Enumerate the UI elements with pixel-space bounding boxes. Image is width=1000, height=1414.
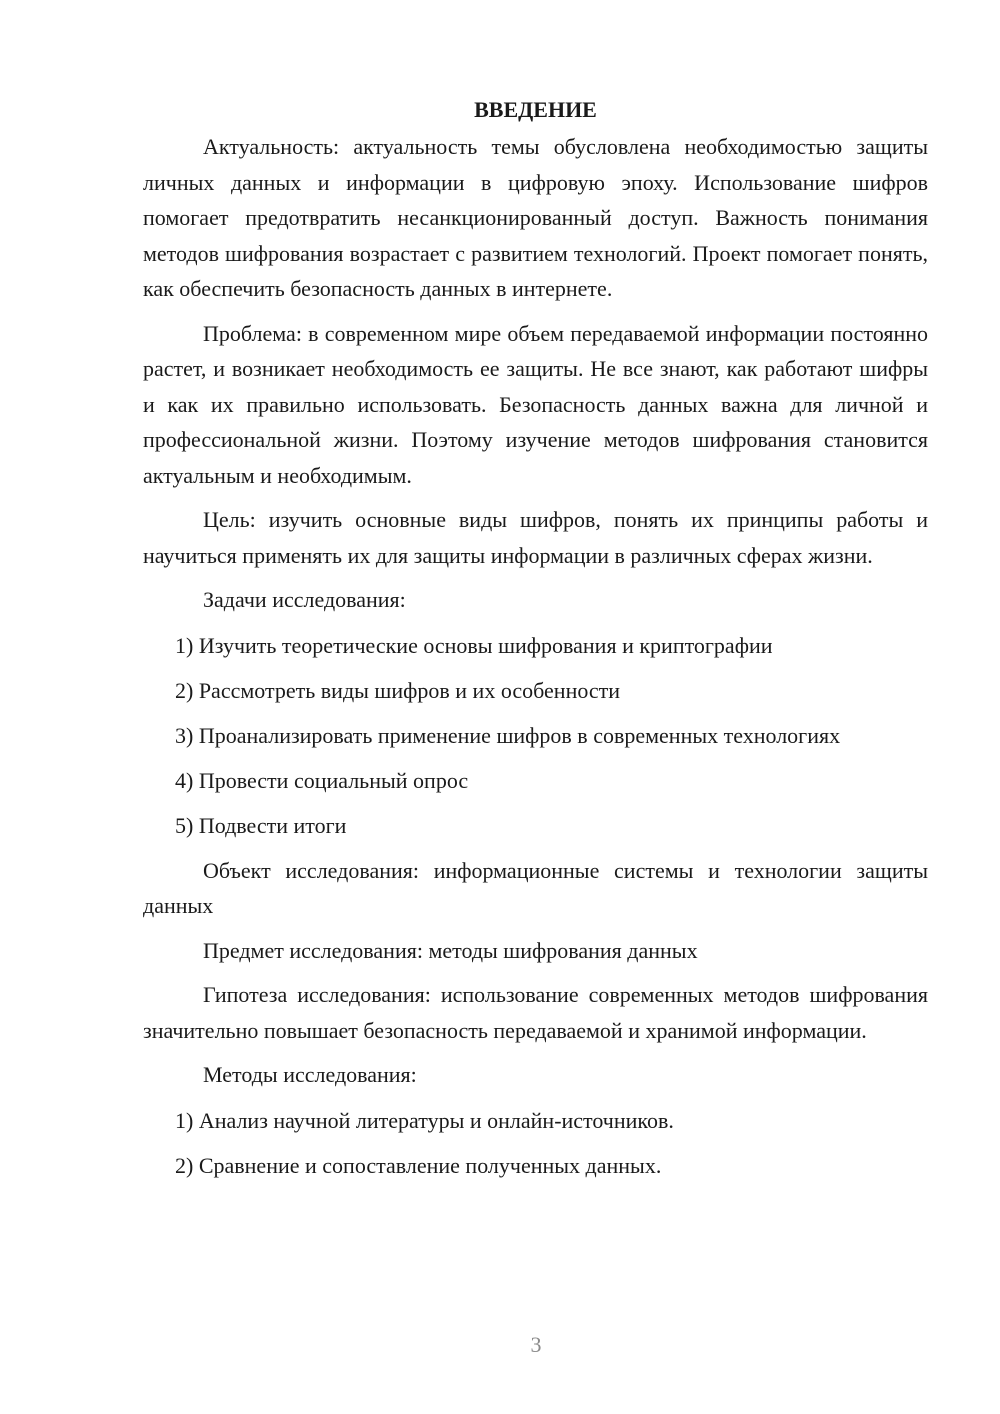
goal-paragraph: Цель: изучить основные виды шифров, понять их принципы работы и научиться применять их для защиты информации в различных сферах жизни. [143, 507, 928, 568]
object-paragraph: Объект исследования: информационные системы и технологии защиты данных [143, 857, 928, 918]
hypothesis-paragraph: Гипотеза исследования: использование современных методов шифрования значительно повышает безопасность передаваемой и хранимой информации. [143, 982, 928, 1043]
task-item-1: 1) Изучить теоретические основы шифрования и криптографии [175, 632, 773, 658]
page-content [143, 92, 928, 1193]
relevance-paragraph: Актуальность: актуальность темы обусловлена необходимостью защиты личных данных и информации в цифровую эпоху. Использование шифров помогает предотвратить несанкционированный доступ. Важность понимания методов шифрования возрастает с развитием технологий. Проект помогает понять, как обеспечить безопасность данных в интернете. [143, 134, 928, 301]
task-item-2: 2) Рассмотреть виды шифров и их особенности [175, 677, 621, 703]
task-item-4: 4) Провести социальный опрос [175, 767, 469, 793]
tasks-heading: Задачи исследования: [203, 587, 406, 612]
task-item-5: 5) Подвести итоги [175, 812, 347, 838]
methods-heading: Методы исследования: [203, 1062, 417, 1087]
method-item-2: 2) Сравнение и сопоставление полученных данных. [175, 1152, 662, 1178]
page-title: ВВЕДЕНИЕ [474, 97, 597, 122]
method-item-1: 1) Анализ научной литературы и онлайн-источников. [175, 1107, 674, 1133]
subject-paragraph: Предмет исследования: методы шифрования данных [203, 937, 698, 963]
problem-paragraph: Проблема: в современном мире объем передаваемой информации постоянно растет, и возникает необходимость ее защиты. Не все знают, как работают шифры и как их правильно использовать. Безопасность данных важна для личной и профессиональной жизни. Поэтому изучение методов шифрования становится актуальным и необходимым. [143, 320, 928, 488]
page-number: 3 [530, 1332, 542, 1357]
task-item-3: 3) Проанализировать применение шифров в современных технологиях [175, 722, 841, 748]
